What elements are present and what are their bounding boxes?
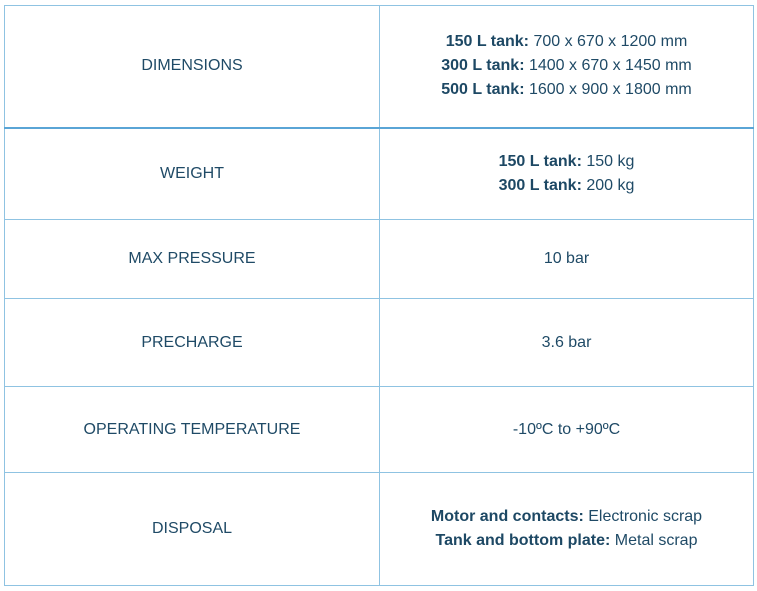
row-label: MAX PRESSURE (5, 220, 380, 299)
value-line-key: Tank and bottom plate: (435, 532, 611, 549)
value-line-text: Electronic scrap (588, 508, 703, 525)
value-line-text: 150 kg (586, 152, 635, 170)
row-label: PRECHARGE (5, 299, 380, 387)
value-line-key: 300 L tank: (441, 57, 525, 75)
row-value (380, 6, 754, 128)
value-line (386, 54, 747, 78)
value-line-key: 150 L tank: (498, 152, 582, 170)
value-line-key: 500 L tank: (441, 81, 525, 99)
value-line (386, 331, 747, 355)
value-line (386, 418, 747, 442)
value-line-text: Metal scrap (614, 532, 698, 549)
value-line (386, 78, 747, 102)
row-label: DISPOSAL (5, 473, 380, 586)
row-label: DIMENSIONS (5, 6, 380, 128)
value-line (386, 30, 747, 54)
row-value (380, 128, 754, 220)
value-line-text: 700 x 670 x 1200 mm (533, 33, 688, 51)
value-line (386, 505, 747, 529)
value-line-text: 1400 x 670 x 1450 mm (528, 57, 692, 75)
value-line-text: 200 kg (586, 176, 635, 194)
row-value (380, 387, 754, 473)
value-line-key: Motor and contacts: (430, 508, 584, 525)
table-row-disposal (5, 473, 754, 586)
value-line-text: 10 bar (543, 250, 590, 267)
value-line (386, 174, 747, 198)
value-line-key: 300 L tank: (498, 176, 582, 194)
value-line-text: -10ºC to +90ºC (512, 420, 621, 438)
table-row-max-pressure (5, 220, 754, 299)
row-value (380, 299, 754, 387)
value-line (386, 529, 747, 553)
row-value (380, 220, 754, 299)
table-row-dimensions (5, 6, 754, 128)
specifications-table (4, 5, 754, 586)
value-line-text: 1600 x 900 x 1800 mm (528, 81, 692, 99)
row-value (380, 473, 754, 586)
table-row-precharge (5, 299, 754, 387)
row-label: WEIGHT (5, 128, 380, 220)
value-line (386, 150, 747, 174)
value-line (386, 247, 747, 271)
table-row-weight (5, 128, 754, 220)
value-line-text: 3.6 bar (541, 333, 592, 351)
row-label: OPERATING TEMPERATURE (5, 387, 380, 473)
table-row-operating-temperature (5, 387, 754, 473)
value-line-key: 150 L tank: (445, 33, 529, 51)
